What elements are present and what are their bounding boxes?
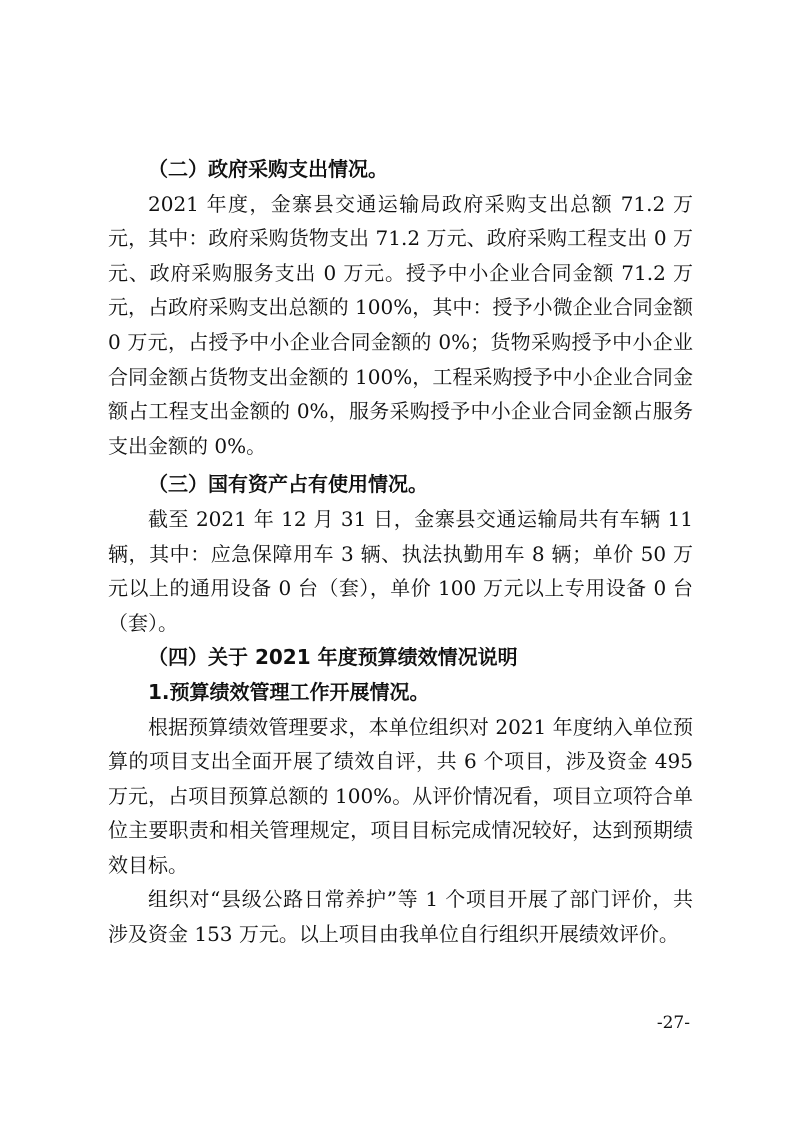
section-heading-procurement: （二）政府采购支出情况。 <box>148 157 388 181</box>
page-number: -27- <box>656 1013 690 1033</box>
subsection-heading-performance-management: 1.预算绩效管理工作开展情况。 <box>148 679 430 704</box>
paragraph-department-evaluation: 组织对“县级公路日常养护”等 1 个项目开展了部门评价，共涉及资金 153 万元。以上项目由我单位自行组织开展绩效评价。 <box>108 887 693 947</box>
document-body <box>108 152 693 952</box>
paragraph-procurement: 2021 年度，金寨县交通运输局政府采购支出总额 71.2 万元，其中：政府采购货物支出 71.2 万元、政府采购工程支出 0 万元、政府采购服务支出 0 万元。授予中小企业合同金额 71.2 万元，占政府采购支出总额的 100%，其中：授予小微企业合同金额 0 万元，占授予中小企业合同金额的 0%；货物采购授予中小企业合同金额占货物支出金额的 100%，工程采购授予中小企业合同金额占工程支出金额的 0%，服务采购授予中小企业合同金额占服务支出金额的 0%。 <box>108 191 693 458</box>
paragraph-assets: 截至 2021 年 12 月 31 日，金寨县交通运输局共有车辆 11 辆，其中：应急保障用车 3 辆、执法执勤用车 8 辆；单价 50 万元以上的通用设备 0 台（套），单价 100 万元以上专用设备 0 台（套）。 <box>108 506 693 635</box>
section-heading-performance: （四）关于 2021 年度预算绩效情况说明 <box>148 645 518 670</box>
section-heading-assets: （三）国有资产占有使用情况。 <box>148 472 428 497</box>
paragraph-self-evaluation: 根据预算绩效管理要求，本单位组织对 2021 年度纳入单位预算的项目支出全面开展了绩效自评，共 6 个项目，涉及资金 495 万元，占项目预算总额的 100%。从评价情况看，项目立项符合单位主要职责和相关管理规定，项目目标完成情况较好，达到预期绩效目标。 <box>108 714 693 877</box>
